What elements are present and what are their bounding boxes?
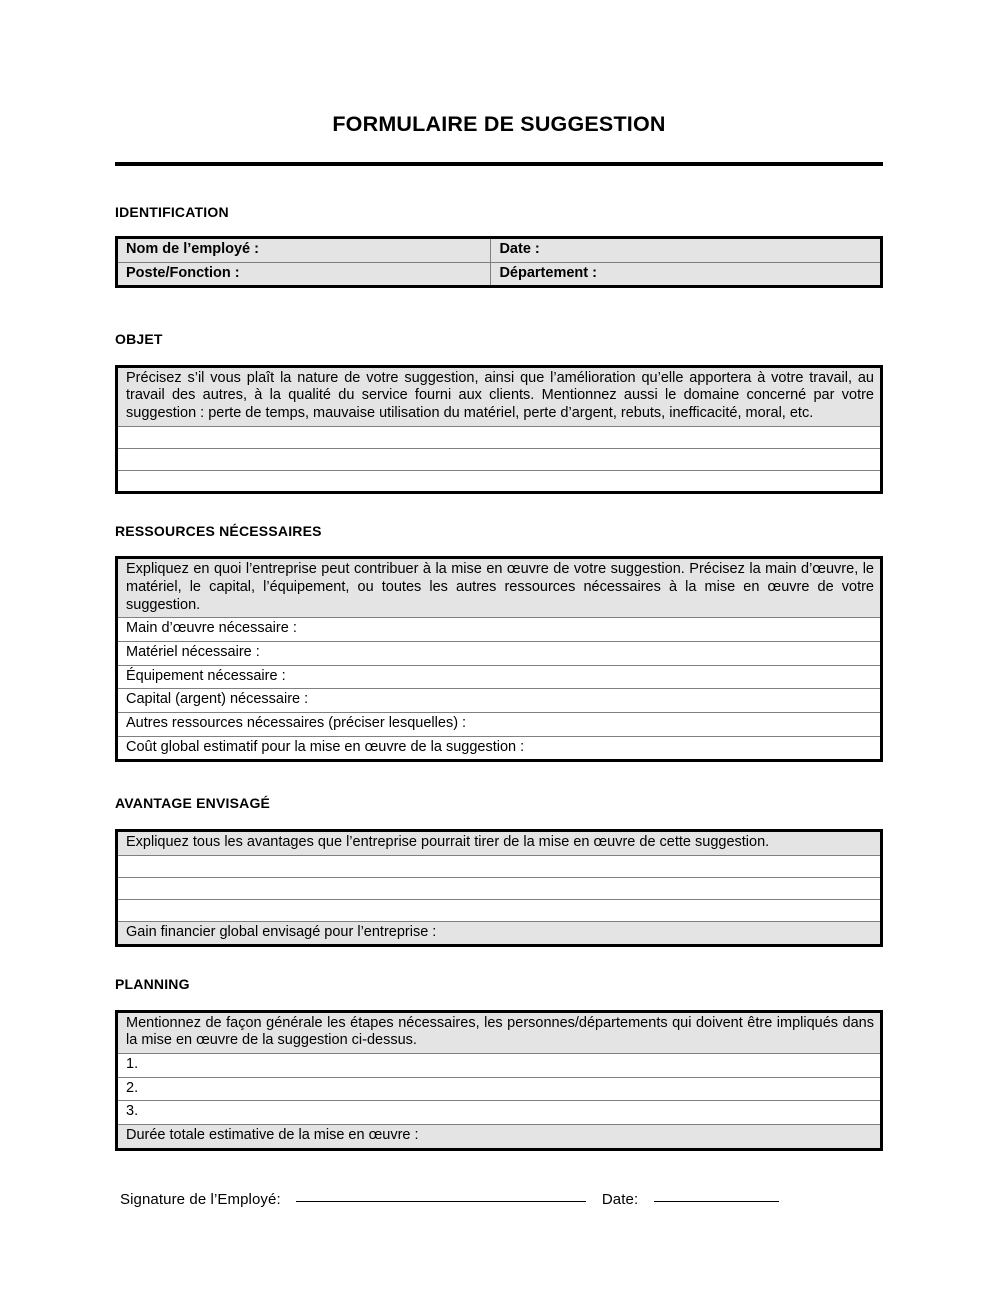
table-row: [117, 1077, 882, 1101]
planning-step-1[interactable]: 1.: [117, 1053, 882, 1077]
table-row: [117, 921, 882, 946]
ressources-instruction: Expliquez en quoi l’entreprise peut contribuer à la mise en œuvre de votre suggestion. Précisez la main d’œuvre, le matériel, le capital, l’équipement, ou toutes les autres ressources nécessaires à la mise en œuvre de votre suggestion.: [117, 558, 882, 618]
objet-answer-line[interactable]: [117, 470, 882, 492]
identification-label-date[interactable]: Date :: [491, 238, 882, 263]
page-title: FORMULAIRE DE SUGGESTION: [332, 112, 666, 136]
objet-answer-line[interactable]: [117, 426, 882, 448]
signature-date-label: Date:: [601, 1190, 639, 1208]
ressources-field-capital[interactable]: Capital (argent) nécessaire :: [117, 689, 882, 713]
table-row: [117, 1125, 882, 1150]
table-row: [117, 366, 882, 426]
avantage-answer-line[interactable]: [117, 855, 882, 877]
signature-date-input-line[interactable]: [654, 1201, 779, 1202]
objet-instruction: Précisez s’il vous plaît la nature de votre suggestion, ainsi que l’amélioration qu’elle apportera à votre travail, au travail des autres, à la qualité du service fourni aux clients. Mentionnez aussi le domaine concerné par votre suggestion : perte de temps, mauvaise utilisation du matériel, perte d’argent, rebuts, inefficacité, moral, etc.: [117, 366, 882, 426]
table-row: [117, 448, 882, 470]
signature-row: [115, 1151, 883, 1208]
table-row: [117, 558, 882, 618]
table-row: [117, 665, 882, 689]
table-row: [117, 618, 882, 642]
table-row: [117, 736, 882, 761]
table-row: [117, 262, 882, 287]
table-row: [117, 238, 882, 263]
table-row: [117, 642, 882, 666]
table-row: [117, 1101, 882, 1125]
section-heading-identification: IDENTIFICATION: [115, 203, 229, 220]
ressources-field-equipment[interactable]: Équipement nécessaire :: [117, 665, 882, 689]
ressources-table: [115, 556, 883, 762]
table-row: [117, 899, 882, 921]
planning-instruction: Mentionnez de façon générale les étapes nécessaires, les personnes/départements qui doivent être impliqués dans la mise en œuvre de la suggestion ci-dessus.: [117, 1011, 882, 1053]
table-row: [117, 855, 882, 877]
section-heading-objet: OBJET: [115, 331, 163, 348]
ressources-field-total-cost[interactable]: Coût global estimatif pour la mise en œuvre de la suggestion :: [117, 736, 882, 761]
table-row: [117, 1053, 882, 1077]
identification-table: [115, 236, 883, 288]
table-row: [117, 689, 882, 713]
table-row: [117, 1011, 882, 1053]
identification-label-position[interactable]: Poste/Fonction :: [117, 262, 491, 287]
planning-table: [115, 1010, 883, 1151]
objet-table: [115, 365, 883, 494]
planning-field-total-duration[interactable]: Durée totale estimative de la mise en œuvre :: [117, 1125, 882, 1150]
identification-label-department[interactable]: Département :: [491, 262, 882, 287]
document-content: [115, 0, 883, 1208]
avantage-field-financial-gain[interactable]: Gain financier global envisagé pour l’entreprise :: [117, 921, 882, 946]
ressources-field-other[interactable]: Autres ressources nécessaires (préciser lesquelles) :: [117, 713, 882, 737]
avantage-answer-line[interactable]: [117, 877, 882, 899]
signature-input-line[interactable]: [296, 1201, 586, 1202]
table-row: [117, 830, 882, 855]
avantage-table: [115, 829, 883, 947]
objet-answer-line[interactable]: [117, 448, 882, 470]
ressources-field-labour[interactable]: Main d’œuvre nécessaire :: [117, 618, 882, 642]
avantage-instruction: Expliquez tous les avantages que l’entreprise pourrait tirer de la mise en œuvre de cette suggestion.: [117, 830, 882, 855]
section-heading-ressources: RESSOURCES NÉCESSAIRES: [115, 522, 322, 539]
ressources-field-material[interactable]: Matériel nécessaire :: [117, 642, 882, 666]
table-row: [117, 470, 882, 492]
table-row: [117, 426, 882, 448]
identification-label-employee-name: Nom de l’employé :: [117, 238, 491, 263]
section-heading-planning: PLANNING: [115, 976, 190, 993]
signature-label: Signature de l’Employé:: [120, 1190, 281, 1208]
section-heading-avantage: AVANTAGE ENVISAGÉ: [115, 795, 271, 812]
table-row: [117, 713, 882, 737]
planning-step-2[interactable]: 2.: [117, 1077, 882, 1101]
planning-step-3[interactable]: 3.: [117, 1101, 882, 1125]
table-row: [117, 877, 882, 899]
avantage-answer-line[interactable]: [117, 899, 882, 921]
